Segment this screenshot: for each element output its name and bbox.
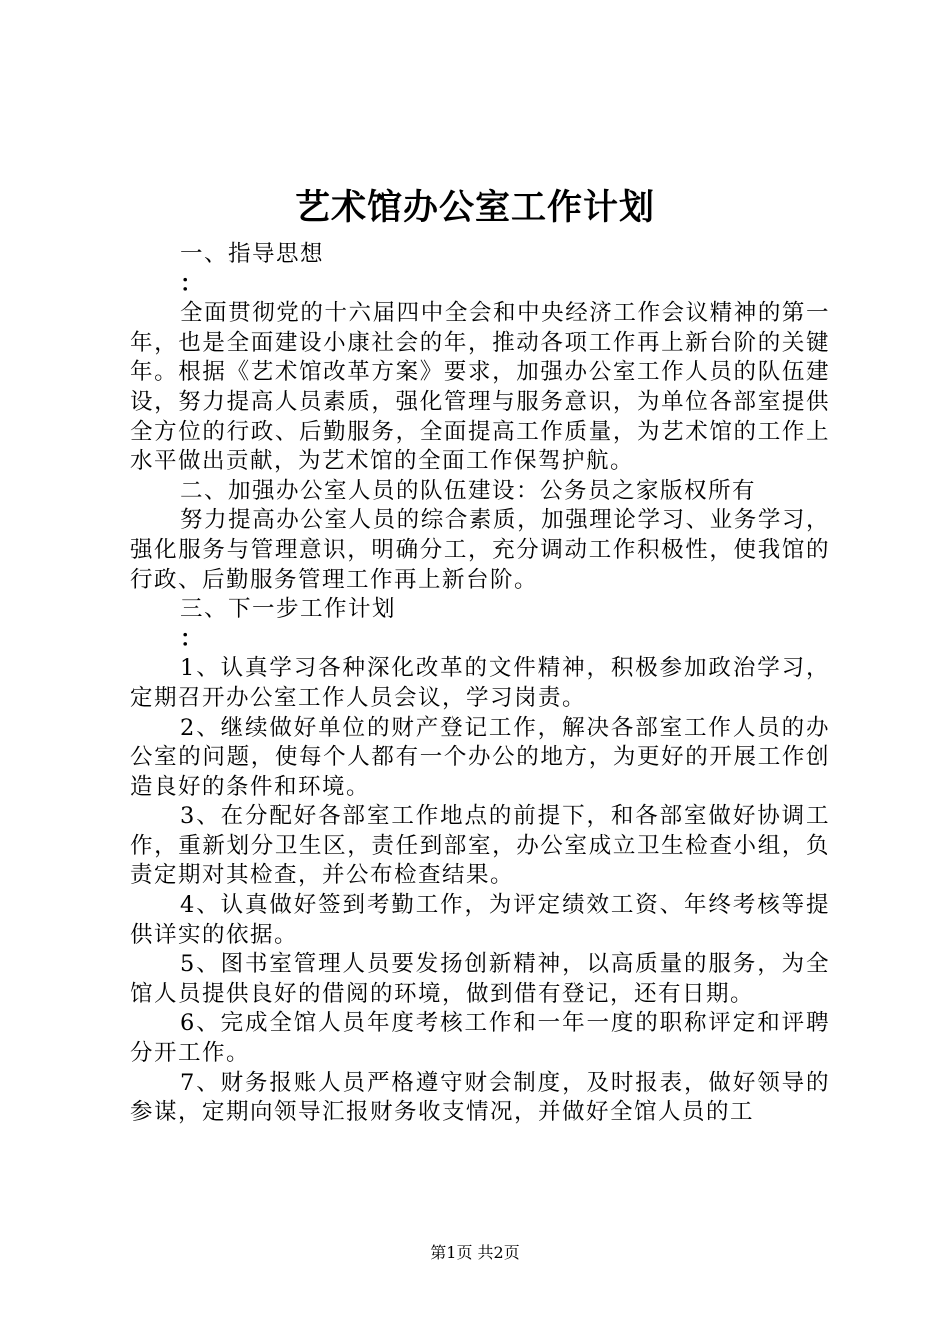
colon-line: ： bbox=[180, 625, 205, 652]
plan-item-3: 3、在分配好各部室工作地点的前提下，和各部室做好协调工作，重新划分卫生区，责任到部室，办公室成立卫生检查小组，负责定期对其检查，并公布检查结果。 bbox=[130, 803, 830, 889]
section-heading-team-building: 二、加强办公室人员的队伍建设：公务员之家版权所有 bbox=[180, 477, 757, 504]
section-heading-next-plan: 三、下一步工作计划 bbox=[180, 596, 397, 623]
plan-item-1: 1、认真学习各种深化改革的文件精神，积极参加政治学习，定期召开办公室工作人员会议，学习岗责。 bbox=[130, 655, 830, 711]
plan-item-2: 2、继续做好单位的财产登记工作，解决各部室工作人员的办公室的问题，使每个人都有一个办公的地方，为更好的开展工作创造良好的条件和环境。 bbox=[130, 714, 830, 800]
plan-item-5: 5、图书室管理人员要发扬创新精神，以高质量的服务，为全馆人员提供良好的借阅的环境，做到借有登记，还有日期。 bbox=[130, 951, 830, 1007]
paragraph-team-building: 努力提高办公室人员的综合素质，加强理论学习、业务学习，强化服务与管理意识，明确分工，充分调动工作积极性，使我馆的行政、后勤服务管理工作再上新台阶。 bbox=[130, 507, 830, 593]
plan-item-7: 7、财务报账人员严格遵守财会制度，及时报表，做好领导的参谋，定期向领导汇报财务收支情况，并做好全馆人员的工 bbox=[130, 1069, 830, 1126]
page-title: 艺术馆办公室工作计划 bbox=[294, 188, 655, 228]
page-footer: 第1页 共2页 bbox=[430, 1243, 520, 1262]
plan-item-4: 4、认真做好签到考勤工作，为评定绩效工资、年终考核等提供详实的依据。 bbox=[130, 892, 830, 948]
plan-item-6: 6、完成全馆人员年度考核工作和一年一度的职称评定和评聘分开工作。 bbox=[130, 1010, 830, 1067]
paragraph-guiding-thought: 全面贯彻党的十六届四中全会和中央经济工作会议精神的第一年，也是全面建设小康社会的年，推动各项工作再上新台阶的关键年。根据《艺术馆改革方案》要求，加强办公室工作人员的队伍建设，努力提高人员素质，强化管理与服务意识，为单位各部室提供全方位的行政、后勤服务，全面提高工作质量，为艺术馆的工作上水平做出贡献，为艺术馆的全面工作保驾护航。 bbox=[130, 300, 830, 475]
colon-line: ： bbox=[180, 270, 205, 297]
document-body bbox=[130, 240, 830, 1128]
section-heading-guiding-thought: 一、指导思想 bbox=[180, 241, 325, 267]
